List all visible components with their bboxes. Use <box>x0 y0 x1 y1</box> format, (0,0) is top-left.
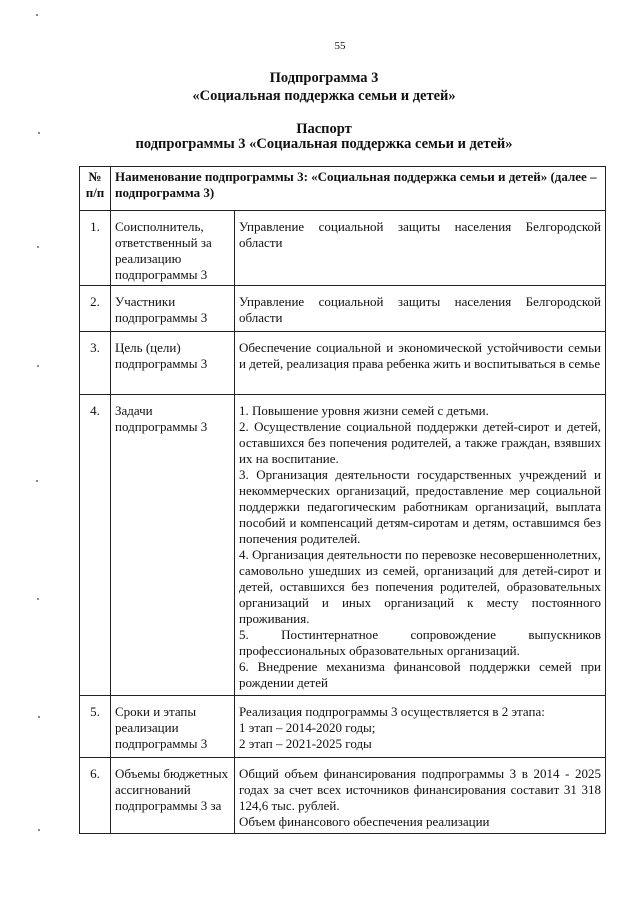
content-paragraph: 2 этап – 2021-2025 годы <box>239 736 372 751</box>
row-number: 1. <box>80 211 111 286</box>
table-row <box>80 211 606 286</box>
row-number: 3. <box>80 332 111 395</box>
scan-speck <box>36 14 38 16</box>
row-content <box>235 211 606 286</box>
page-number: 55 <box>334 40 346 52</box>
row-content <box>235 758 606 834</box>
task-item: 1. Повышение уровня жизни семей с детьми. <box>239 403 489 418</box>
row-label: Соисполнитель, ответственный за реализацию подпрограммы 3 <box>111 211 235 286</box>
content-paragraph: Реализация подпрограммы 3 осуществляется в 2 этапа: <box>239 704 545 719</box>
passport-table <box>79 166 606 834</box>
content-paragraph: 1 этап – 2014-2020 годы; <box>239 720 376 735</box>
table-row <box>80 395 606 696</box>
table-row <box>80 696 606 758</box>
subprogram-title: Подпрограмма 3 <box>269 70 379 86</box>
scan-speck <box>37 246 39 248</box>
task-item: 2. Осуществление социальной поддержки детей-сирот и детей, оставшихся без попечения родителей, а также граждан, взявших их на воспитание. <box>239 419 601 466</box>
row-number: 2. <box>80 286 111 332</box>
row-label: Цель (цели) подпрограммы 3 <box>111 332 235 395</box>
header-number: № п/п <box>80 167 111 211</box>
passport-title: Паспорт <box>296 121 352 137</box>
task-item: 6. Внедрение механизма финансовой поддержки семей при рождении детей <box>239 659 601 690</box>
row-number: 6. <box>80 758 111 834</box>
row-number: 5. <box>80 696 111 758</box>
row-content <box>235 286 606 332</box>
content-paragraph: Управление социальной защиты населения Белгородской области <box>239 219 601 250</box>
scan-speck <box>36 480 38 482</box>
task-item: 4. Организация деятельности по перевозке несовершеннолетних, самовольно ушедших из семей, организаций для детей-сирот и детей, оставшихся без попечения родителей, образовательных организаций и иных организаций к месту постоянного проживания. <box>239 547 601 626</box>
task-item: 3. Организация деятельности государственных учреждений и некоммерческих организаций, предоставление мер социальной поддержки педагогическим работникам организаций, выплата пособий и компенсаций детям-сиротам и детям, оставшимся без попечения родителей. <box>239 467 601 546</box>
scan-speck <box>38 716 40 718</box>
content-paragraph: Обеспечение социальной и экономической устойчивости семьи и детей, реализация права ребенка жить и воспитываться в семье <box>239 340 601 371</box>
scan-speck <box>37 598 39 600</box>
row-label: Сроки и этапы реализации подпрограммы 3 <box>111 696 235 758</box>
content-paragraph: Управление социальной защиты населения Белгородской области <box>239 294 601 325</box>
row-label: Участники подпрограммы 3 <box>111 286 235 332</box>
task-item: 5. Постинтернатное сопровождение выпускников профессиональных образовательных организаций. <box>239 627 601 658</box>
table-header-row <box>80 167 606 211</box>
table-row <box>80 286 606 332</box>
row-content <box>235 395 606 696</box>
content-paragraph: Объем финансового обеспечения реализации <box>239 814 490 829</box>
row-content <box>235 332 606 395</box>
row-number: 4. <box>80 395 111 696</box>
subprogram-name: «Социальная поддержка семьи и детей» <box>192 88 456 104</box>
row-label: Объемы бюджетных ассигнований подпрограммы 3 за <box>111 758 235 834</box>
row-content <box>235 696 606 758</box>
scan-speck <box>37 365 39 367</box>
content-paragraph: Общий объем финансирования подпрограммы 3 в 2014 - 2025 годах за счет всех источников финансирования составит 31 318 124,6 тыс. рублей. <box>239 766 601 813</box>
row-label: Задачи подпрограммы 3 <box>111 395 235 696</box>
scan-speck <box>38 829 40 831</box>
scan-speck <box>38 132 40 134</box>
passport-subtitle: подпрограммы 3 «Социальная поддержка семьи и детей» <box>135 136 513 152</box>
header-title: Наименование подпрограммы 3: «Социальная поддержка семьи и детей» (далее – подпрограмма 3) <box>111 167 606 211</box>
table-row <box>80 758 606 834</box>
table-row <box>80 332 606 395</box>
